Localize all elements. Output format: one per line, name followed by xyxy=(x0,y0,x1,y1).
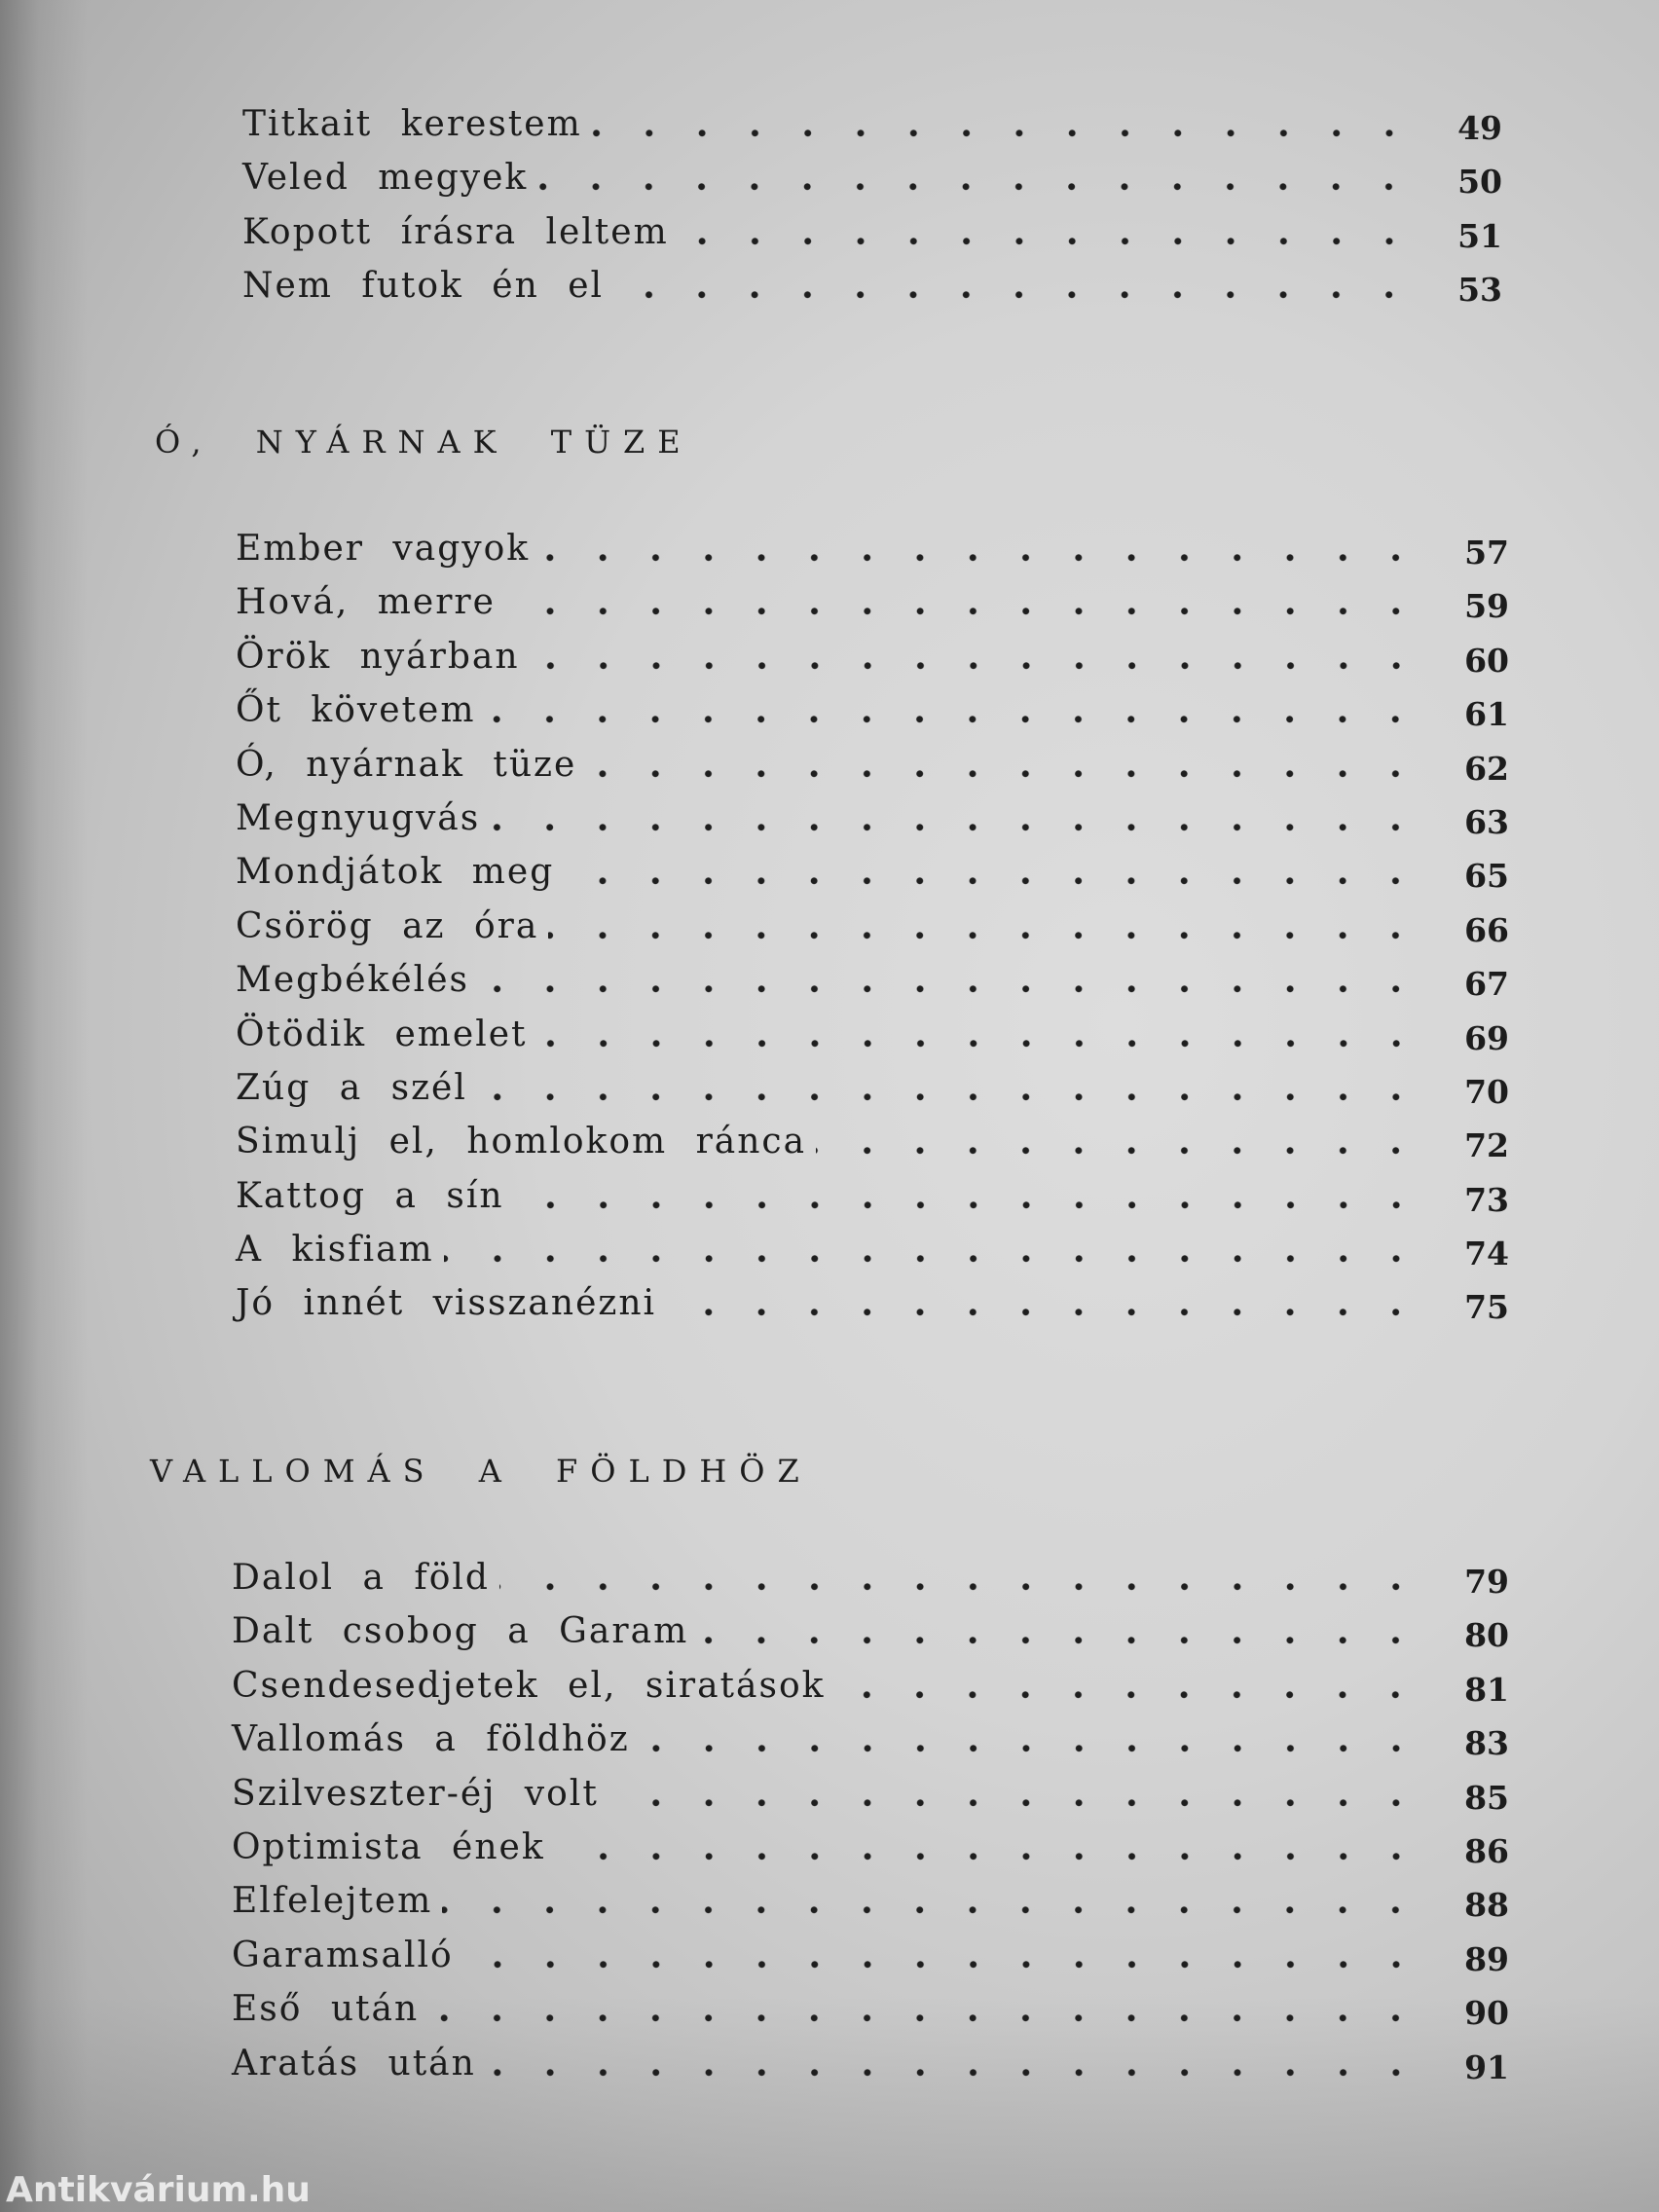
entry-page-number: 63 xyxy=(1464,802,1509,841)
toc-continued-list xyxy=(242,97,1502,313)
entry-title: Megnyugvás xyxy=(236,797,481,838)
toc-section-list xyxy=(232,1551,1509,2090)
entry-title: Optimista ének xyxy=(232,1826,545,1867)
entry-title: Eső után xyxy=(232,1989,420,2030)
dot-leader xyxy=(490,792,1407,845)
dot-leader xyxy=(555,1821,1407,1874)
entry-title: Ötödik emelet xyxy=(236,1014,528,1054)
dot-leader xyxy=(442,1874,1407,1928)
entry-page-number: 59 xyxy=(1464,587,1509,626)
dot-leader xyxy=(530,630,1407,683)
dot-leader xyxy=(666,1276,1407,1330)
toc-entry xyxy=(236,683,1509,737)
dot-leader xyxy=(586,738,1407,792)
entry-page-number: 67 xyxy=(1464,965,1509,1004)
entry-page-number: 62 xyxy=(1464,749,1509,788)
section-heading: Ó, NYÁRNAK TÜZE xyxy=(155,424,693,461)
entry-title: Hová, merre xyxy=(236,582,496,623)
entry-page-number: 65 xyxy=(1464,857,1509,896)
toc-entry xyxy=(236,953,1509,1007)
dot-leader xyxy=(485,683,1407,737)
watermark-text: Antikvárium.hu xyxy=(6,2170,311,2210)
entry-page-number: 53 xyxy=(1457,271,1502,310)
toc-entry xyxy=(232,1659,1509,1713)
entry-page-number: 86 xyxy=(1464,1831,1509,1870)
entry-title: Dalt csobog a Garam xyxy=(232,1611,689,1652)
dot-leader xyxy=(463,1929,1407,1982)
dot-leader xyxy=(613,259,1400,313)
dot-leader xyxy=(548,900,1407,953)
entry-title: Kattog a sín xyxy=(236,1175,504,1216)
toc-entry xyxy=(232,1767,1509,1821)
toc-entry xyxy=(242,205,1502,259)
entry-title: Megbékélés xyxy=(236,960,469,1001)
entry-page-number: 79 xyxy=(1464,1563,1509,1601)
entry-page-number: 49 xyxy=(1457,109,1502,147)
dot-leader xyxy=(537,1008,1407,1061)
entry-page-number: 60 xyxy=(1464,641,1509,680)
toc-entry xyxy=(232,1982,1509,2036)
toc-entry xyxy=(232,2037,1509,2090)
toc-entry xyxy=(236,845,1509,899)
toc-entry xyxy=(236,1223,1509,1276)
dot-leader xyxy=(499,1551,1407,1604)
dot-leader xyxy=(514,1169,1407,1223)
dot-leader xyxy=(608,1767,1407,1821)
entry-title: Csendesedjetek el, siratások xyxy=(232,1665,826,1706)
entry-page-number: 74 xyxy=(1464,1235,1509,1273)
dot-leader xyxy=(486,2037,1407,2090)
dot-leader xyxy=(592,97,1400,151)
dot-leader xyxy=(428,1982,1407,2036)
entry-page-number: 81 xyxy=(1464,1670,1509,1709)
entry-title: Vallomás a földhöz xyxy=(232,1719,630,1760)
entry-page-number: 69 xyxy=(1464,1018,1509,1057)
entry-title: Aratás után xyxy=(232,2043,476,2083)
dot-leader xyxy=(679,205,1400,259)
entry-title: Ember vagyok xyxy=(236,529,531,569)
toc-entry xyxy=(242,151,1502,204)
entry-page-number: 66 xyxy=(1464,910,1509,949)
dot-leader xyxy=(505,575,1407,629)
dot-leader xyxy=(539,522,1407,575)
entry-page-number: 83 xyxy=(1464,1724,1509,1763)
dot-leader xyxy=(477,1061,1407,1115)
entry-page-number: 90 xyxy=(1464,1994,1509,2033)
dot-leader xyxy=(640,1713,1407,1766)
entry-title: Csörög az óra xyxy=(236,905,539,946)
dot-leader xyxy=(698,1604,1407,1658)
entry-title: Szilveszter-éj volt xyxy=(232,1773,599,1814)
toc-section-list xyxy=(236,522,1509,1331)
entry-page-number: 61 xyxy=(1464,695,1509,734)
toc-entry xyxy=(236,575,1509,629)
section-heading: VALLOMÁS A FÖLDHÖZ xyxy=(150,1453,812,1490)
entry-title: A kisfiam xyxy=(236,1230,434,1271)
entry-title: Jó innét visszanézni xyxy=(236,1283,657,1324)
dot-leader xyxy=(834,1659,1407,1713)
entry-title: Simulj el, homlokom ránca xyxy=(236,1122,807,1162)
entry-page-number: 73 xyxy=(1464,1180,1509,1219)
dot-leader xyxy=(479,953,1407,1007)
toc-entry xyxy=(236,1115,1509,1168)
toc-entry xyxy=(232,1604,1509,1658)
toc-entry xyxy=(236,738,1509,792)
entry-title: Nem futok én el xyxy=(242,266,605,307)
toc-entry xyxy=(236,1169,1509,1223)
toc-entry xyxy=(236,630,1509,683)
toc-entry xyxy=(236,900,1509,953)
entry-page-number: 72 xyxy=(1464,1126,1509,1165)
entry-page-number: 75 xyxy=(1464,1288,1509,1327)
entry-page-number: 89 xyxy=(1464,1939,1509,1978)
toc-entry xyxy=(242,97,1502,151)
dot-leader xyxy=(537,151,1400,204)
toc-entry xyxy=(236,792,1509,845)
toc-entry xyxy=(232,1551,1509,1604)
entry-title: Veled megyek xyxy=(242,158,529,199)
toc-entry xyxy=(236,522,1509,575)
toc-entry xyxy=(232,1874,1509,1928)
toc-entry xyxy=(242,259,1502,313)
entry-title: Mondjátok meg xyxy=(236,852,555,893)
toc-entry xyxy=(236,1061,1509,1115)
entry-page-number: 80 xyxy=(1464,1616,1509,1655)
entry-page-number: 50 xyxy=(1457,163,1502,202)
entry-title: Őt követem xyxy=(236,690,476,731)
toc-entry xyxy=(236,1276,1509,1330)
entry-page-number: 70 xyxy=(1464,1072,1509,1111)
dot-leader xyxy=(444,1223,1407,1276)
entry-title: Zúg a szél xyxy=(236,1067,467,1108)
entry-title: Ó, nyárnak tüze xyxy=(236,744,577,785)
entry-page-number: 91 xyxy=(1464,2047,1509,2086)
toc-entry xyxy=(232,1713,1509,1766)
entry-page-number: 57 xyxy=(1464,534,1509,571)
entry-title: Kopott írásra leltem xyxy=(242,211,669,252)
dot-leader xyxy=(816,1115,1407,1168)
entry-title: Dalol a föld xyxy=(232,1558,490,1598)
entry-title: Elfelejtem xyxy=(232,1881,433,1922)
dot-leader xyxy=(564,845,1407,899)
entry-page-number: 85 xyxy=(1464,1778,1509,1817)
entry-title: Örök nyárban xyxy=(236,636,520,677)
entry-title: Garamsalló xyxy=(232,1935,454,1975)
entry-page-number: 88 xyxy=(1464,1886,1509,1925)
toc-entry xyxy=(232,1929,1509,1982)
toc-entry xyxy=(232,1821,1509,1874)
entry-page-number: 51 xyxy=(1457,216,1502,255)
entry-title: Titkait kerestem xyxy=(242,104,582,144)
toc-entry xyxy=(236,1008,1509,1061)
